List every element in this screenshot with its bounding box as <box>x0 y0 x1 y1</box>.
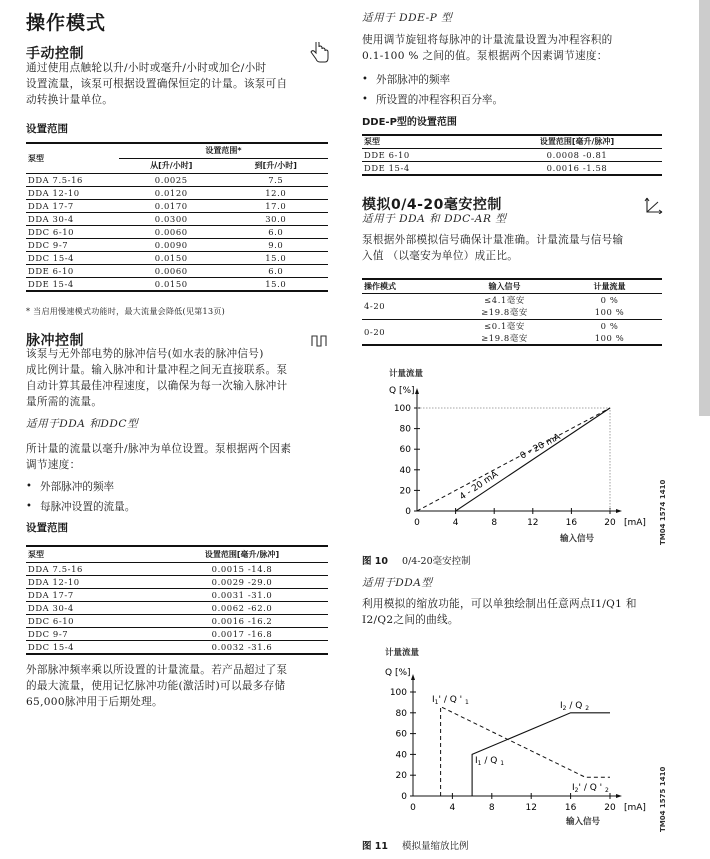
svg-text:[mA]: [mA] <box>624 803 646 813</box>
svg-text:0: 0 <box>410 803 416 813</box>
col-from: 从[升/小时] <box>119 158 224 173</box>
figure-10-id: TM04 1574 1410 <box>659 479 667 545</box>
svg-text:20: 20 <box>604 518 616 528</box>
manual-footnote: * 当启用慢速模式功能时，最大流量会降低(见第13页) <box>26 307 226 316</box>
table-row: DDC 15-4 0.0150 15.0 <box>26 251 328 264</box>
ddep-range-table <box>362 134 662 176</box>
svg-text:100: 100 <box>393 404 411 414</box>
table-row: DDA 17-7 0.0031 -31.0 <box>26 588 328 601</box>
pulse-control-title: 脉冲控制 <box>26 333 84 349</box>
pulse-range-table <box>26 545 328 655</box>
table-row: DDA 17-7 0.0170 17.0 <box>26 199 328 212</box>
svg-text:Q [%]: Q [%] <box>389 386 415 396</box>
manual-control-title: 手动控制 <box>26 46 84 62</box>
table-row: DDE 6-10 0.0008 -0.81 <box>362 148 662 161</box>
svg-text:0 - 20 mA: 0 - 20 mA <box>518 432 563 462</box>
ddep-description: 使用调节旋钮将每脉冲的计量流量设置为冲程容积的 0.1-100 % 之间的值。泵根据两个因素调节速度： <box>362 34 613 62</box>
table-row: ≥19.8毫安 100 % <box>362 306 662 319</box>
table-row: DDA 30-4 0.0062 -62.0 <box>26 601 328 614</box>
list-item: • 每脉冲设置的流量。 <box>26 501 136 513</box>
table-row: DDE 15-4 0.0016 -1.58 <box>362 161 662 175</box>
svg-text:80: 80 <box>395 708 407 719</box>
svg-text:0: 0 <box>401 792 407 802</box>
svg-text:4: 4 <box>449 803 456 813</box>
svg-text:I1' / Q ' 1: $I_1'$ / Q ' $_1$ <box>432 695 469 706</box>
col-input: 输入信号 <box>452 279 557 293</box>
col-to: 到[升/小时] <box>224 158 329 173</box>
table-row: 4-20 ≤4.1毫安 0 % <box>362 293 662 306</box>
col-pump: 泵型 <box>26 143 119 173</box>
svg-text:4: 4 <box>452 518 459 528</box>
list-item: • 外部脉冲的频率 <box>26 481 115 493</box>
svg-text:0: 0 <box>405 507 411 517</box>
svg-text:8: 8 <box>488 803 495 813</box>
svg-text:I2 / Q 2: $I_2$ / Q $_2$ <box>560 701 590 712</box>
svg-text:20: 20 <box>395 771 407 782</box>
svg-text:20: 20 <box>399 486 411 497</box>
table-row: DDE 15-4 0.0150 15.0 <box>26 277 328 291</box>
svg-text:20: 20 <box>604 803 616 813</box>
svg-text:40: 40 <box>399 465 411 476</box>
chart1-x-label: 输入信号 <box>560 534 595 544</box>
pulse-range-title: 设置范围 <box>26 522 68 534</box>
col-range: 设置范围[毫升/脉冲] <box>156 546 328 562</box>
figure-11-id: TM04 1575 1410 <box>659 766 667 832</box>
figure-11-caption: 图 11 模拟量缩放比例 <box>362 841 469 852</box>
table-row: ≥19.8毫安 100 % <box>362 332 662 345</box>
ddep-bullets <box>362 72 503 112</box>
col-pump: 泵型 <box>26 546 156 562</box>
table-row: DDC 15-4 0.0032 -31.6 <box>26 640 328 654</box>
manual-range-title: 设置范围 <box>26 123 68 135</box>
manual-range-table <box>26 142 328 292</box>
svg-text:Q [%]: Q [%] <box>385 668 411 678</box>
analog-scale-icon <box>644 196 664 214</box>
chart-figure-11 <box>355 660 655 825</box>
list-item: • 外部脉冲的频率 <box>362 74 451 86</box>
svg-text:12: 12 <box>527 518 539 528</box>
svg-text:16: 16 <box>565 518 578 528</box>
analog-signal-table <box>362 278 662 346</box>
table-row: DDC 6-10 0.0060 6.0 <box>26 225 328 238</box>
svg-text:100: 100 <box>389 688 407 698</box>
svg-text:I2' / Q ' 2: $I_2'$ / Q ' $_2$ <box>572 783 609 794</box>
col-range: 设置范围[毫升/脉冲] <box>492 135 662 148</box>
col-flow: 计量流量 <box>557 279 662 293</box>
pulse-description: 该泵与无外部电势的脉冲信号(如水表的脉冲信号) 成比例计量。输入脉冲和计量冲程之间无直接联系。泵 自动计算其最佳冲程速度，以确保为每一次输入脉冲计 量所需的流量。 <box>26 348 288 408</box>
table-row: DDC 9-7 0.0090 9.0 <box>26 238 328 251</box>
list-item: • 所设置的冲程容积百分率。 <box>362 94 504 106</box>
table-row: DDA 7.5-16 0.0015 -14.8 <box>26 562 328 575</box>
table-row: DDC 9-7 0.0017 -16.8 <box>26 627 328 640</box>
dda-applies: 适用于DDA型 <box>362 577 433 589</box>
pulse-bullets <box>26 479 135 519</box>
chart2-x-label: 输入信号 <box>566 817 601 827</box>
table-row: DDA 12-10 0.0029 -29.0 <box>26 575 328 588</box>
pulse-memory-desc: 外部脉冲频率乘以所设置的计量流量。若产品超过了泵 的最大流量，使用记忆脉冲功能(激活时)可以最多存储 65,000脉冲用于后期处理。 <box>26 664 288 708</box>
col-pump: 泵型 <box>362 135 492 148</box>
figure-10-caption: 图 10 0/4-20毫安控制 <box>362 556 471 567</box>
dda-scaling-desc: 利用模拟的缩放功能，可以单独绘制出任意两点I1/Q1 和 I2/Q2之间的曲线。 <box>362 598 637 626</box>
table-row: DDC 6-10 0.0016 -16.2 <box>26 614 328 627</box>
svg-text:40: 40 <box>395 750 407 761</box>
analog-applies: 适用于 DDA 和 DDC-AR 型 <box>362 213 507 225</box>
col-mode: 操作模式 <box>362 279 452 293</box>
svg-text:4 - 20 mA: 4 - 20 mA <box>458 469 501 503</box>
analog-control-title: 模拟0/4-20毫安控制 <box>362 197 502 213</box>
svg-text:12: 12 <box>525 803 537 813</box>
manual-description: 通过使用点触轮以升/小时或毫升/小时或加仑/小时 设置流量，该泵可根据设置确保恒定的计量。该泵可自 动转换计量单位。 <box>26 62 288 106</box>
table-row: DDA 30-4 0.0300 30.0 <box>26 212 328 225</box>
svg-text:0: 0 <box>414 518 420 528</box>
pulse-speed-desc: 所计量的流量以毫升/脉冲为单位设置。泵根据两个因素 调节速度： <box>26 443 292 471</box>
svg-text:16: 16 <box>564 803 577 813</box>
table-row: 0-20 ≤0.1毫安 0 % <box>362 319 662 332</box>
svg-text:60: 60 <box>399 445 411 456</box>
svg-text:I1 / Q 1: $I_1$ / Q $_1$ <box>475 756 505 767</box>
page-title: 操作模式 <box>26 12 107 34</box>
page-side-tab <box>699 0 710 416</box>
svg-text:80: 80 <box>399 424 411 435</box>
svg-text:8: 8 <box>491 518 498 528</box>
ddep-applies: 适用于 DDE-P 型 <box>362 12 453 24</box>
chart-figure-10 <box>355 380 655 540</box>
chart2-y-label-cn: 计量流量 <box>385 648 420 658</box>
analog-description: 泵根据外部模拟信号确保计量准确。计量流量与信号输 入值 （以毫安为单位）成正比。 <box>362 234 624 262</box>
table-row: DDE 6-10 0.0060 6.0 <box>26 264 328 277</box>
table-row: DDA 7.5-16 0.0025 7.5 <box>26 173 328 186</box>
chart1-y-label-cn: 计量流量 <box>389 369 424 379</box>
col-range: 设置范围* <box>119 143 328 158</box>
pulse-applies: 适用于DDA 和DDC型 <box>26 418 139 430</box>
svg-text:60: 60 <box>395 729 407 740</box>
ddep-range-title: DDE-P型的设置范围 <box>362 117 457 128</box>
table-row: DDA 12-10 0.0120 12.0 <box>26 186 328 199</box>
svg-text:[mA]: [mA] <box>624 518 646 528</box>
